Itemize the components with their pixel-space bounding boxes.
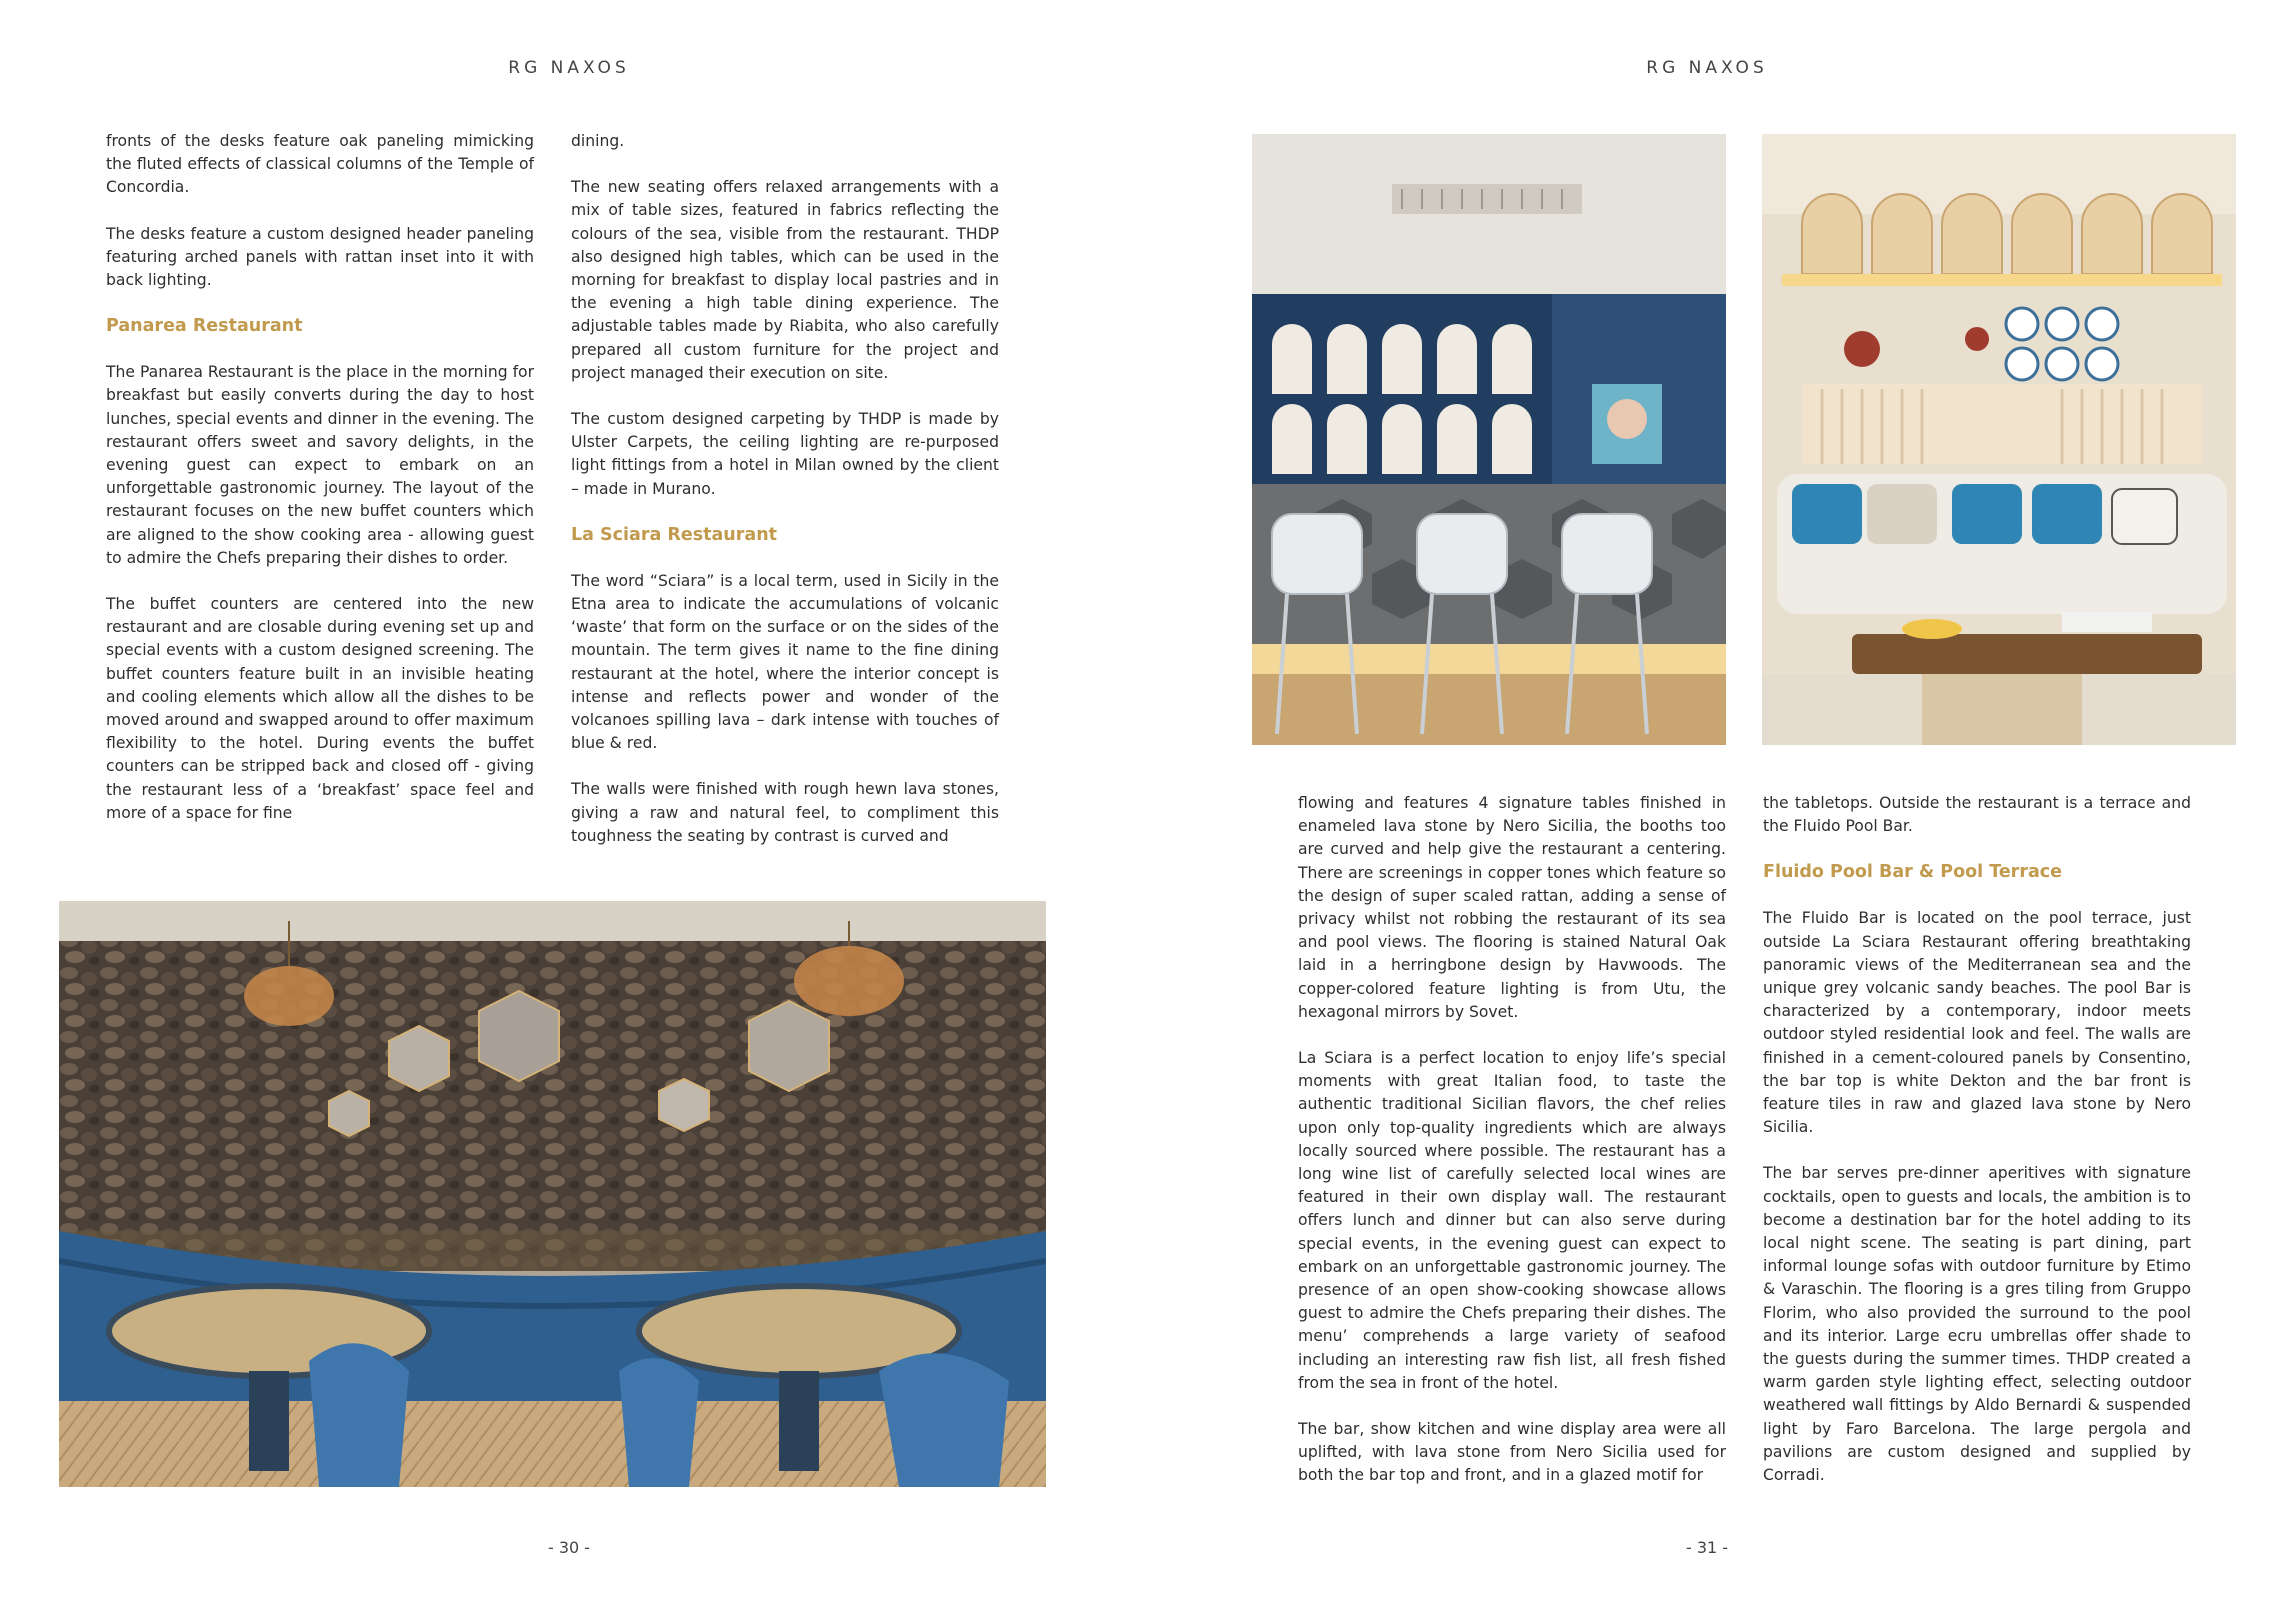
text-column-2 [571, 130, 999, 871]
paragraph: The Fluido Bar is located on the pool terrace, just outside La Sciara Restaurant offering breathtaking panoramic views of the Mediterranean sea and the unique grey volcanic sandy beaches. The pool Bar is characterized by a contemporary, indoor meets outdoor styled residential look and feel. The walls are finished in a cement-coloured panels by Consentino, the bar top is white Dekton and the bar front is feature tiles in raw and glazed lava stone by Nero Sicilia. [1763, 909, 2191, 1137]
paragraph: flowing and features 4 signature tables finished in enameled lava stone by Nero Sicilia, the booths too are curved and help give the restaurant a centering. There are screenings in copper tones which feature so the design of super scaled rattan, adding a sense of privacy whilst not robbing the restaurant of its sea and pool views. The flooring is stained Natural Oak laid in a herringbone design by Havwoods. The copper-colored feature lighting is from Utu, the hexagonal mirrors by Sovet. [1298, 794, 1726, 1021]
page-header: RG NAXOS [1646, 58, 1768, 78]
paragraph: The custom designed carpeting by THDP is made by Ulster Carpets, the ceiling lighting are re-purposed light fittings from a hotel in Milan owned by the client – made in Murano. [571, 410, 999, 498]
page-number: - 30 - [547, 1538, 591, 1557]
paragraph: the tabletops. Outside the restaurant is a terrace and the Fluido Pool Bar. [1763, 794, 2191, 836]
paragraph: The bar serves pre-dinner aperitives with signature cocktails, open to guests and locals, the ambition is to become a destination bar for the hotel adding to its local night scene. The seating is part dining, part informal lounge sofas with outdoor furniture by Etimo & Varaschin. The flooring is a gres tiling from Gruppo Florim, who also provided the surround to the pool and its interior. Large ecru umbrellas offer shade to the guests during the summer times. THDP created a warm garden style lighting effect, selecting outdoor weathered wall fittings by Aldo Bernardi & suspended light by Faro Barcelona. The large pergola and pavilions are custom designed and supplied by Corradi. [1763, 1164, 2191, 1485]
restaurant-photo [59, 901, 1046, 1487]
page-number: - 31 - [1685, 1538, 1729, 1557]
lobby-photo [1762, 134, 2236, 745]
text-column-1 [1298, 792, 1726, 1511]
paragraph: La Sciara is a perfect location to enjoy life’s special moments with great Italian food, to taste the authentic traditional Sicilian flavors, the chef relies upon only top-quality ingredients which are always locally sourced where possible. The restaurant has a long wine list of carefully selected local wines are featured in their own display wall. The restaurant offers lunch and dinner but can also serve during special events, in the evening guest can expect to embark on an unforgettable gastronomic journey. The presence of an open show-cooking showcase allows guest to admire the Chefs preparing their dishes. The menu’ comprehends a large variety of seafood including an interesting raw fish list, all fresh fished from the sea in front of the hotel. [1298, 1049, 1726, 1392]
text-column-2 [1763, 792, 2191, 1510]
section-heading: Fluido Pool Bar & Pool Terrace [1763, 862, 2062, 883]
paragraph: The buffet counters are centered into the new restaurant and are closable during evening set up and special events with a custom designed screening. The buffet counters feature built in an invisible heating and cooling elements which allow all the dishes to be moved around and swapped around to offer maximum flexibility to the hotel. During events the buffet counters can be stripped back and closed off - giving the restaurant less of a ‘breakfast’ space feel and more of a space for fine [106, 595, 534, 822]
paragraph: The word “Sciara” is a local term, used in Sicily in the Etna area to indicate the accumulations of volcanic ‘waste’ that form on the surface or on the sides of the mountain. The term gives it name to the fine dining restaurant at the hotel, where the interior concept is intense and reflects power and wonder of the volcanoes spilling lava – dark intense with touches of blue & red. [571, 571, 999, 753]
bar-photo [1252, 134, 1726, 745]
paragraph: dining. [571, 132, 625, 150]
paragraph: The bar, show kitchen and wine display area were all uplifted, with lava stone from Nero Sicilia used for both the bar top and front, and in a glazed motif for [1298, 1420, 1726, 1485]
paragraph: The walls were finished with rough hewn lava stones, giving a raw and natural feel, to compliment this toughness the seating by contrast is curved and [571, 780, 999, 845]
paragraph: fronts of the desks feature oak paneling mimicking the fluted effects of classical columns of the Temple of Concordia. [106, 132, 534, 197]
paragraph: The Panarea Restaurant is the place in the morning for breakfast but easily converts during the day to host lunches, special events and dinner in the evening. The restaurant offers sweet and savory delights, in the evening guest can expect to embark on an unforgettable gastronomic journey. The layout of the restaurant focuses on the new buffet counters which are aligned to the show cooking area - allowing guest to admire the Chefs preparing their dishes to order. [106, 363, 535, 567]
section-heading: Panarea Restaurant [106, 316, 303, 337]
page-header: RG NAXOS [508, 58, 630, 78]
paragraph: The desks feature a custom designed header paneling featuring arched panels with rattan inset into it with back lighting. [106, 224, 534, 290]
text-column-1 [106, 130, 534, 848]
right-page [1138, 0, 2276, 1608]
paragraph: The new seating offers relaxed arrangements with a mix of table sizes, featured in fabrics reflecting the colours of the sea, visible from the restaurant. THDP also designed high tables, which can be used in the morning for breakfast to display local pastries and in the evening a high table dining experience. The adjustable tables made by Riabita, who also carefully prepared all custom furniture for the project and project managed their execution on site. [571, 178, 999, 382]
section-heading: La Sciara Restaurant [571, 524, 778, 545]
